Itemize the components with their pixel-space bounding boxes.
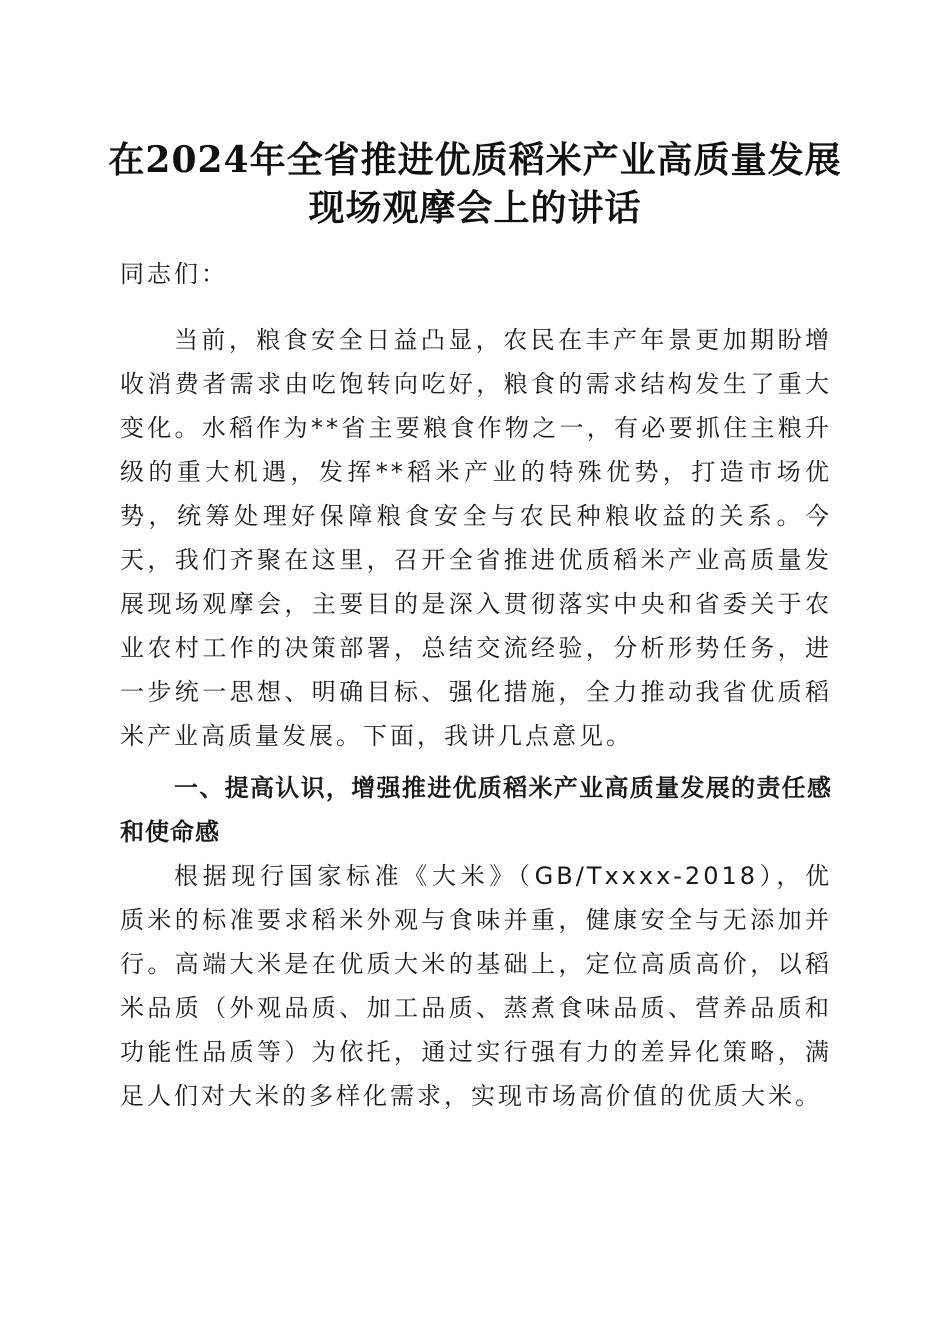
document-title-line-2: 现场观摩会上的讲话 <box>308 187 642 229</box>
salutation: 同志们： <box>120 260 228 288</box>
paragraph-intro: 当前，粮食安全日益凸显，农民在丰产年景更加期盼增收消费者需求由吃饱转向吃好，粮食的需求结构发生了重大变化。水稻作为**省主要粮食作物之一，有必要抓住主粮升级的重大机遇，发挥**稻米产业的特殊优势，打造市场优势，统筹处理好保障粮食安全与农民种粮收益的关系。今天，我们齐聚在这里，召开全省推进优质稻米产业高质量发展现场观摩会，主要目的是深入贯彻落实中央和省委关于农业农村工作的决策部署，总结交流经验，分析形势任务，进一步统一思想、明确目标、强化措施，全力推动我省优质稻米产业高质量发展。下面，我讲几点意见。 <box>120 326 832 750</box>
section-heading-1: 一、提高认识，增强推进优质稻米产业高质量发展的责任感和使命感 <box>120 774 832 846</box>
paragraph-standard: 根据现行国家标准《大米》（GB/Txxxx-2018），优质米的标准要求稻米外观与食味并重，健康安全与无添加并行。高端大米是在优质大米的基础上，定位高质高价，以稻米品质（外观品质、加工品质、蒸煮食味品质、营养品质和功能性品质等）为依托，通过实行强有力的差异化策略，满足人们对大米的多样化需求，实现市场高价值的优质大米。 <box>120 862 832 1110</box>
document-title-line-1: 在2024年全省推进优质稻米产业高质量发展 <box>108 139 842 181</box>
